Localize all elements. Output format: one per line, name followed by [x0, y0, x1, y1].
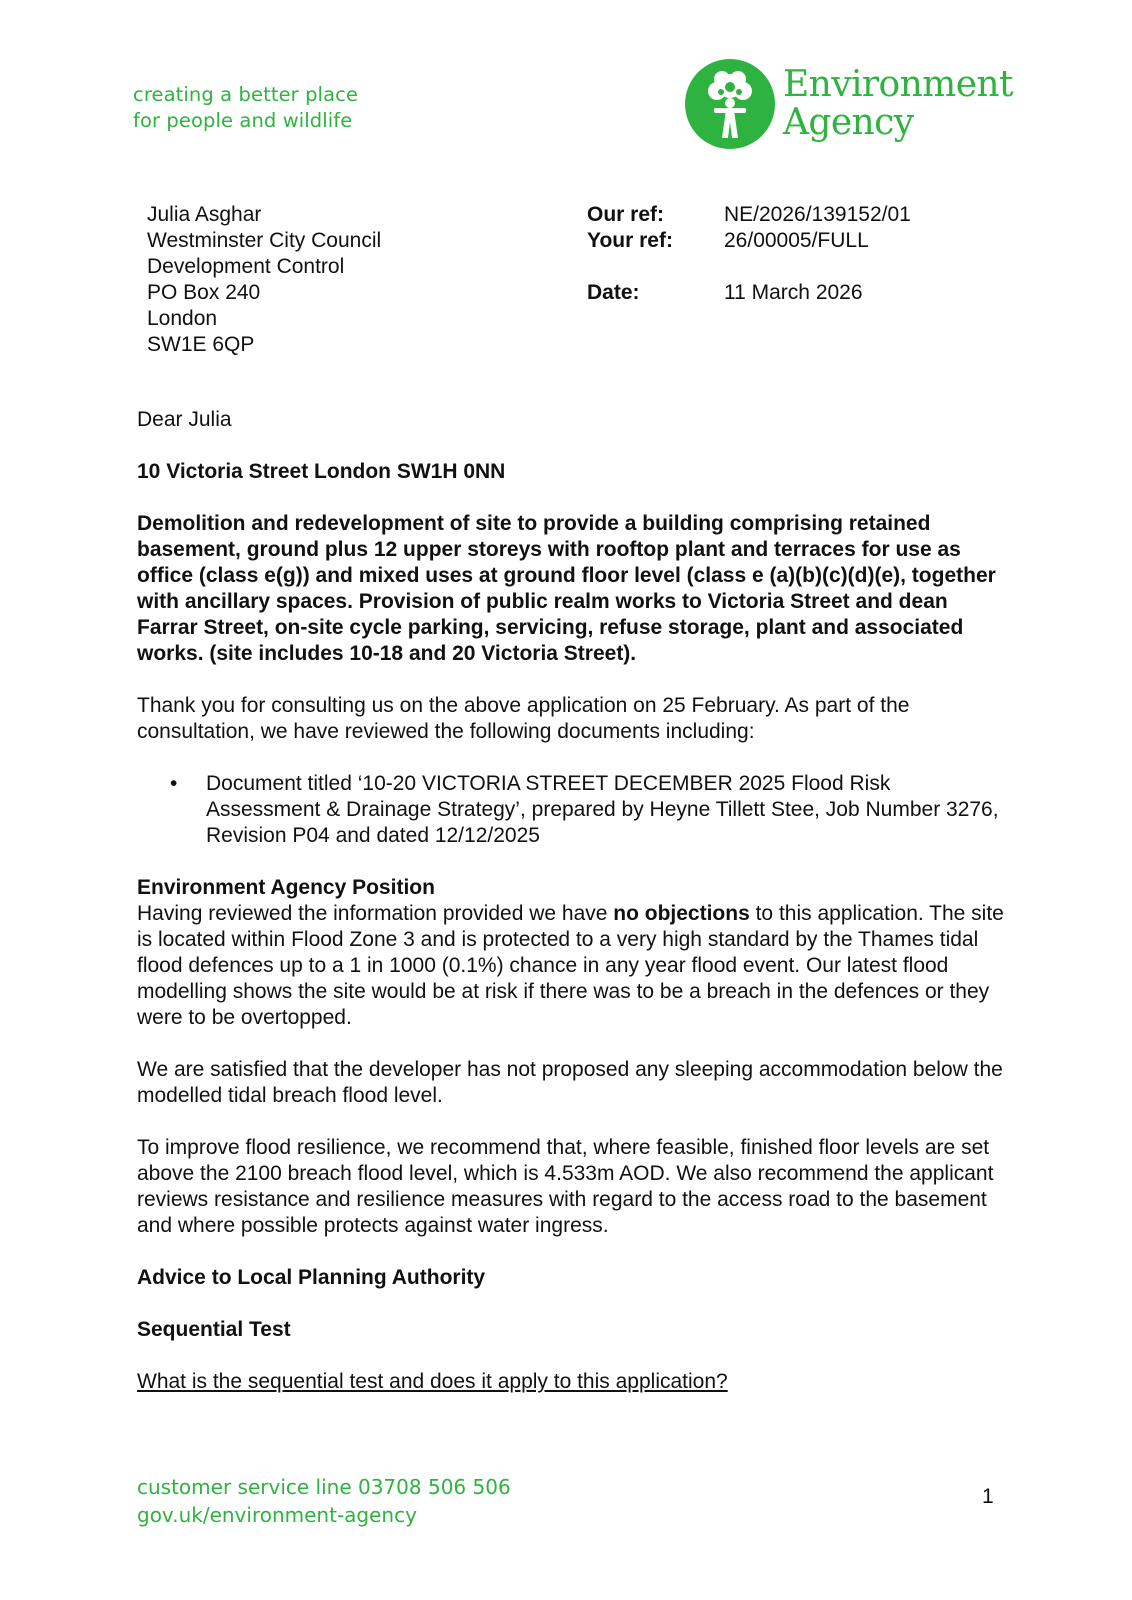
date-label: Date: [587, 281, 640, 304]
your-ref-value: 26/00005/FULL [724, 229, 869, 252]
advice-heading: Advice to Local Planning Authority [137, 1266, 486, 1289]
sequential-test-heading: Sequential Test [137, 1318, 291, 1341]
tagline [133, 82, 358, 134]
logo-line-2: Agency [783, 102, 914, 143]
position-text-pre: Having reviewed the information provided we have [137, 902, 614, 925]
recipient-name: Julia Asghar [147, 203, 262, 226]
environment-agency-logo [684, 58, 1024, 158]
no-objections-text: no objections [613, 902, 750, 925]
position-heading: Environment Agency Position [137, 876, 435, 899]
recipient-dept: Development Control [147, 255, 345, 278]
bullet-icon: • [170, 772, 178, 795]
sequential-test-question: What is the sequential test and does it apply to this application? [137, 1370, 728, 1393]
customer-service-line: customer service line 03708 506 506 [137, 1475, 511, 1499]
tree-figure-logo-icon [684, 58, 776, 150]
document-list-text: Document titled ‘10-20 VICTORIA STREET DECEMBER 2025 Flood Risk Assessment & Drainage Strategy’, prepared by Heyne Tillett Stee, Job Number 3276, Revision P04 and dated 12/12/2025 [206, 772, 999, 847]
letter-body [137, 407, 1007, 1395]
recipient-po-box: PO Box 240 [147, 281, 261, 304]
site-address-heading: 10 Victoria Street London SW1H 0NN [137, 460, 506, 483]
recipient-org: Westminster City Council [147, 229, 382, 252]
proposal-description: Demolition and redevelopment of site to provide a building comprising retained basement, ground plus 12 upper storeys with rooftop plant and terraces for use as office (class e(g)) and mixed uses at ground floor level (class e (a)(b)(c)(d)(e), together with ancillary spaces. Provision of public realm works to Victoria Street and dean Farrar Street, on-site cycle parking, servicing, refuse storage, plant and associated works. (site includes 10-18 and 20 Victoria Street). [137, 512, 996, 665]
position-paragraph [137, 901, 1007, 1031]
date-value: 11 March 2026 [724, 281, 863, 304]
recipient-postcode: SW1E 6QP [147, 333, 255, 356]
website-link[interactable]: gov.uk/environment-agency [137, 1503, 417, 1527]
salutation: Dear Julia [137, 408, 232, 431]
document-list-item [137, 771, 1007, 849]
our-ref-value: NE/2026/139152/01 [724, 203, 911, 226]
position-text-post: to this application. The site is located within Flood Zone 3 and is protected to a very high standard by the Thames tidal flood defences up to a 1 in 1000 (0.1%) chance in any year flood event. Our latest flood modelling shows the site would be at risk if there was to be a breach in the defences or they were to be overtopped. [137, 902, 1004, 1029]
logo-line-1: Environment [783, 64, 1013, 105]
your-ref-label: Your ref: [587, 229, 673, 252]
intro-paragraph: Thank you for consulting us on the above application on 25 February. As part of the consultation, we have reviewed the following documents including: [137, 694, 910, 743]
flood-resilience-paragraph: To improve flood resilience, we recommend that, where feasible, finished floor levels are set above the 2100 breach flood level, which is 4.533m AOD. We also recommend the applicant reviews resistance and resilience measures with regard to the access road to the basement and where possible protects against water ingress. [137, 1136, 994, 1237]
tagline-line-2: for people and wildlife [133, 109, 353, 132]
page-number: 1 [982, 1485, 994, 1508]
recipient-city: London [147, 307, 218, 330]
logo-wordmark [783, 66, 1013, 142]
tagline-line-1: creating a better place [133, 83, 359, 106]
footer-contact [137, 1473, 511, 1529]
recipient-address [147, 202, 381, 358]
our-ref-label: Our ref: [587, 203, 665, 226]
sleeping-accommodation-paragraph: We are satisfied that the developer has not proposed any sleeping accommodation below the modelled tidal breach flood level. [137, 1058, 1003, 1107]
